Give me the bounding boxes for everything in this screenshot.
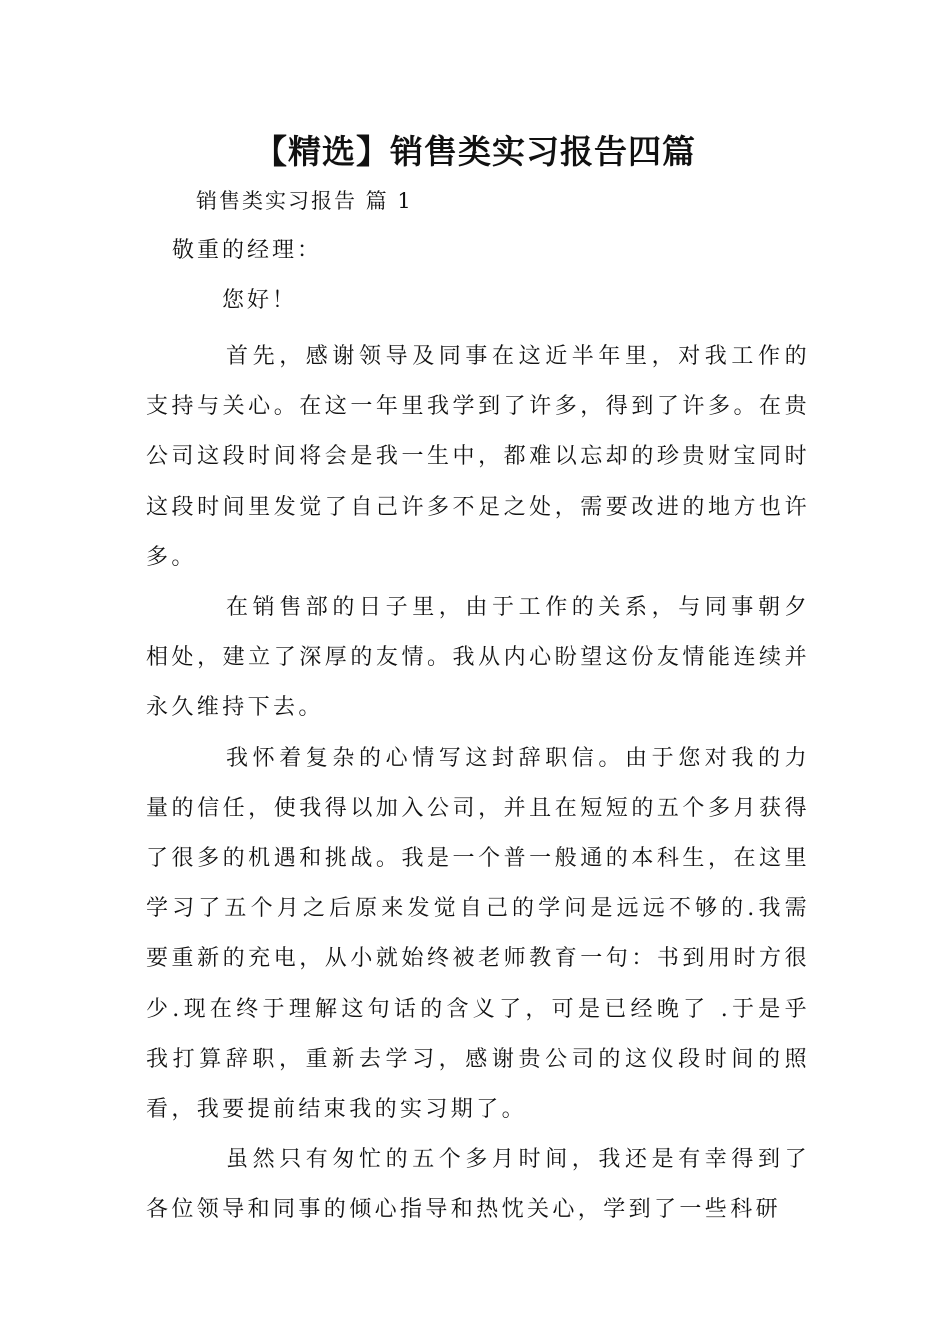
paragraph-4: 虽然只有匆忙的五个多月时间，我还是有幸得到了各位领导和同事的倾心指导和热忱关心，学到了一些科研 xyxy=(146,1147,810,1223)
letter-body xyxy=(146,332,810,1236)
paragraph-3: 我怀着复杂的心情写这封辞职信。由于您对我的力量的信任，使我得以加入公司，并且在短短的五个多月获得了很多的机遇和挑战。我是一个普一般通的本科生，在这里学习了五个月之后原来发觉自己的学问是远远不够的.我需要重新的充电，从小就始终被老师教育一句：书到用时方很少.现在终于理解这句话的含义了，可是已经晚了 .于是乎我打算辞职，重新去学习，感谢贵公司的这仪段时间的照看，我要提前结束我的实习期了。 xyxy=(146,745,810,1123)
greeting-line: 您好！ xyxy=(222,288,298,313)
section-heading: 销售类实习报告 篇 1 xyxy=(196,189,413,213)
salutation: 敬重的经理： xyxy=(172,238,323,263)
paragraph-1: 首先，感谢领导及同事在这近半年里，对我工作的支持与关心。在这一年里我学到了许多，得到了许多。在贵公司这段时间将会是我一生中，都难以忘却的珍贵财宝同时这段时间里发觉了自己许多不足之处，需要改进的地方也许多。 xyxy=(146,344,810,570)
paragraph-2: 在销售部的日子里，由于工作的关系，与同事朝夕相处，建立了深厚的友情。我从内心盼望这份友情能连续并永久维持下去。 xyxy=(146,595,810,721)
document-title: 【精选】销售类实习报告四篇 xyxy=(254,132,696,171)
